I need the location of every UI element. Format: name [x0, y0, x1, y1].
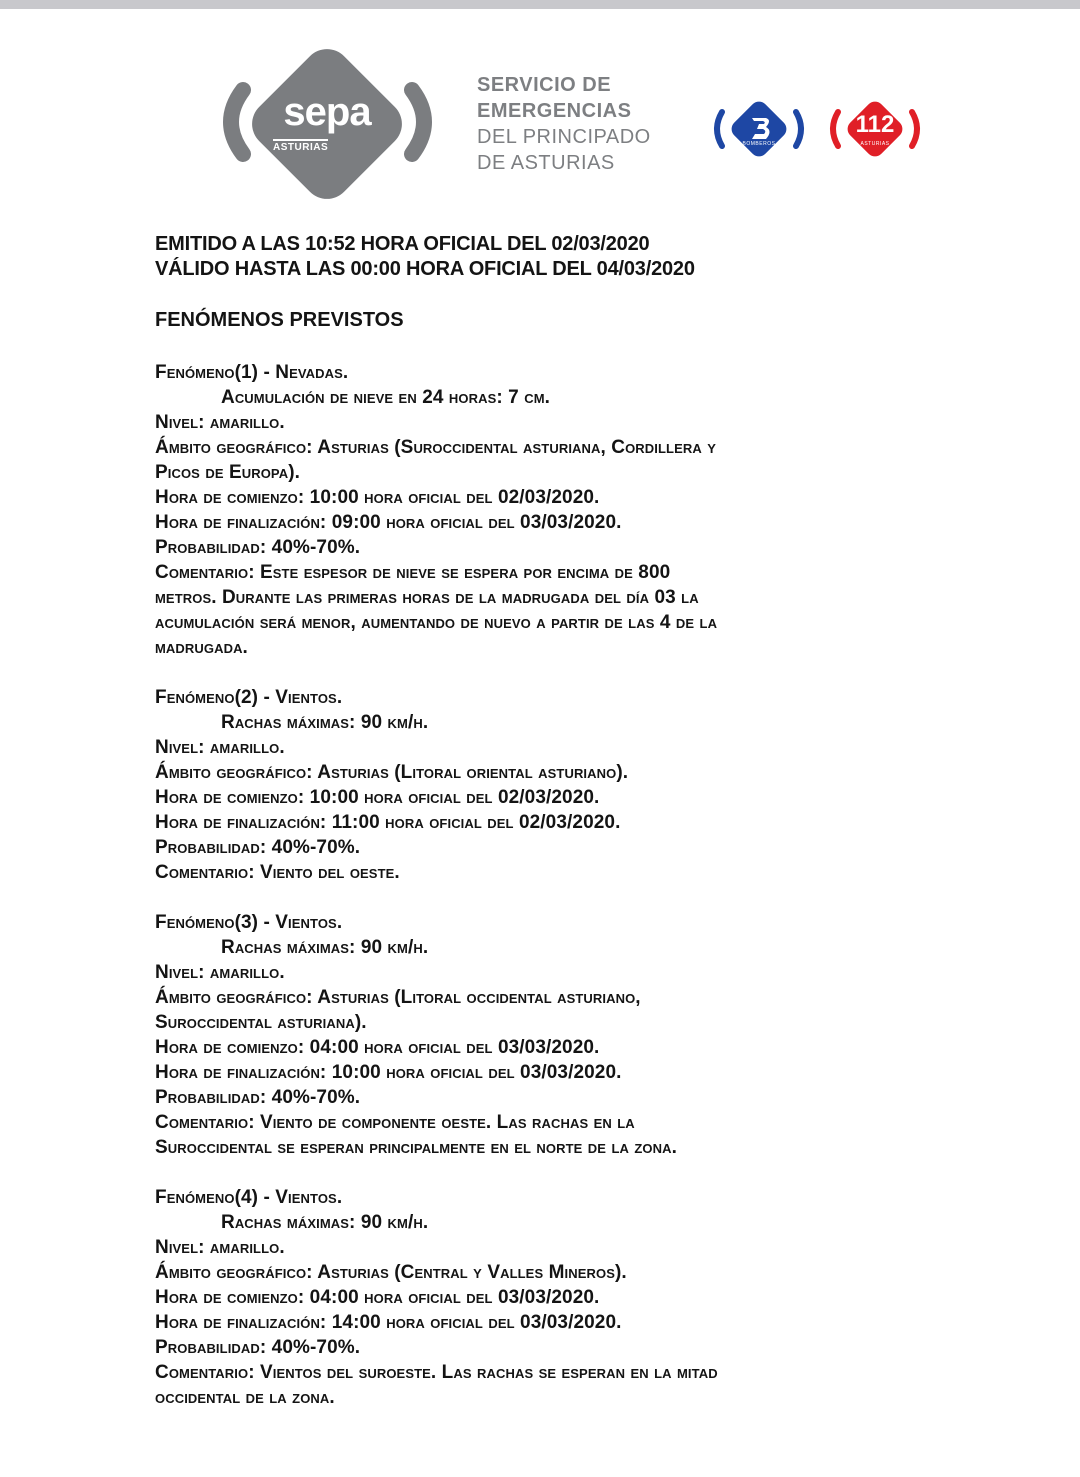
- valid-until: VÁLIDO HASTA LAS 00:00 HORA OFICIAL DEL 04/03/2020: [155, 258, 695, 280]
- phenomenon-comment-cont: madrugada.: [155, 637, 248, 658]
- org-name-line-2: EMERGENCIAS: [477, 100, 632, 122]
- phenomenon-level: Nivel: amarillo.: [155, 737, 285, 758]
- phenomenon-comment-cont: acumulación será menor, aumentando de nuevo a partir de las 4 de la: [155, 612, 718, 633]
- phenomenon-2: [155, 685, 1055, 885]
- emergency-112-logo-label: ASTURIAS: [860, 141, 890, 147]
- emergency-112-logo: [826, 98, 924, 160]
- bomberos-logo: [710, 98, 808, 160]
- phenomenon-level: Nivel: amarillo.: [155, 1237, 285, 1258]
- phenomenon-end: Hora de finalización: 09:00 hora oficial del 03/03/2020.: [155, 512, 622, 533]
- sepa-logo-subtext: ASTURIAS: [273, 139, 328, 153]
- phenomenon-end: Hora de finalización: 11:00 hora oficial del 02/03/2020.: [155, 812, 621, 833]
- phenomenon-title: Fenómeno(4) - Vientos.: [155, 1187, 343, 1208]
- phenomenon-title: Fenómeno(3) - Vientos.: [155, 912, 343, 933]
- phenomenon-detail: Rachas máximas: 90 km/h.: [221, 937, 429, 958]
- phenomenon-end: Hora de finalización: 14:00 hora oficial del 03/03/2020.: [155, 1312, 622, 1333]
- phenomenon-comment-cont: metros. Durante las primeras horas de la madrugada del día 03 la: [155, 587, 699, 608]
- phenomenon-area: Ámbito geográfico: Asturias (Central y Valles Mineros).: [155, 1262, 627, 1283]
- phenomenon-comment: Comentario: Este espesor de nieve se espera por encima de 800: [155, 562, 671, 583]
- org-name-line-3: DEL PRINCIPADO: [477, 126, 651, 148]
- phenomenon-detail: Rachas máximas: 90 km/h.: [221, 1212, 429, 1233]
- phenomenon-comment-cont: Suroccidental se esperan principalmente en el norte de la zona.: [155, 1137, 677, 1158]
- phenomenon-comment-cont: occidental de la zona.: [155, 1387, 335, 1408]
- phenomenon-area-cont: Picos de Europa).: [155, 462, 301, 483]
- org-name-line-4: DE ASTURIAS: [477, 152, 615, 174]
- phenomenon-area: Ámbito geográfico: Asturias (Litoral occidental asturiano,: [155, 987, 641, 1008]
- org-name-line-1: SERVICIO DE: [477, 74, 612, 96]
- phenomenon-end: Hora de finalización: 10:00 hora oficial del 03/03/2020.: [155, 1062, 622, 1083]
- phenomenon-title: Fenómeno(2) - Vientos.: [155, 687, 343, 708]
- phenomenon-level: Nivel: amarillo.: [155, 412, 285, 433]
- phenomenon-start: Hora de comienzo: 10:00 hora oficial del 02/03/2020.: [155, 787, 600, 808]
- top-border: [0, 0, 1080, 9]
- bomberos-logo-label: BOMBEROS: [742, 141, 776, 147]
- phenomenon-detail: Rachas máximas: 90 km/h.: [221, 712, 429, 733]
- phenomenon-probability: Probabilidad: 40%-70%.: [155, 837, 361, 858]
- phenomenon-1: [155, 360, 1055, 660]
- phenomenon-comment: Comentario: Viento de componente oeste. Las rachas en la: [155, 1112, 635, 1133]
- organization-name: [477, 72, 651, 176]
- phenomenon-area: Ámbito geográfico: Asturias (Litoral oriental asturiano).: [155, 762, 629, 783]
- phenomenon-comment: Comentario: Viento del oeste.: [155, 862, 400, 883]
- phenomenon-detail: Acumulación de nieve en 24 horas: 7 cm.: [221, 387, 550, 408]
- phenomenon-comment: Comentario: Vientos del suroeste. Las rachas se esperan en la mitad: [155, 1362, 718, 1383]
- sepa-logo-text: sepa: [283, 90, 371, 134]
- phenomenon-title: Fenómeno(1) - Nevadas.: [155, 362, 349, 383]
- phenomenon-probability: Probabilidad: 40%-70%.: [155, 1337, 361, 1358]
- phenomenon-probability: Probabilidad: 40%-70%.: [155, 537, 361, 558]
- issued-time: EMITIDO A LAS 10:52 HORA OFICIAL DEL 02/03/2020: [155, 233, 650, 255]
- phenomenon-probability: Probabilidad: 40%-70%.: [155, 1087, 361, 1108]
- phenomenon-start: Hora de comienzo: 04:00 hora oficial del 03/03/2020.: [155, 1037, 600, 1058]
- warning-notice: [155, 232, 1055, 1435]
- emergency-112-logo-number: 112: [855, 111, 895, 138]
- sepa-logo: [205, 42, 450, 202]
- section-title: FENÓMENOS PREVISTOS: [155, 309, 404, 331]
- phenomenon-level: Nivel: amarillo.: [155, 962, 285, 983]
- phenomenon-area: Ámbito geográfico: Asturias (Suroccidental asturiana, Cordillera y: [155, 437, 716, 458]
- phenomenon-4: [155, 1185, 1055, 1410]
- phenomenon-start: Hora de comienzo: 10:00 hora oficial del 02/03/2020.: [155, 487, 600, 508]
- phenomenon-start: Hora de comienzo: 04:00 hora oficial del 03/03/2020.: [155, 1287, 600, 1308]
- phenomenon-3: [155, 910, 1055, 1160]
- phenomenon-area-cont: Suroccidental asturiana).: [155, 1012, 367, 1033]
